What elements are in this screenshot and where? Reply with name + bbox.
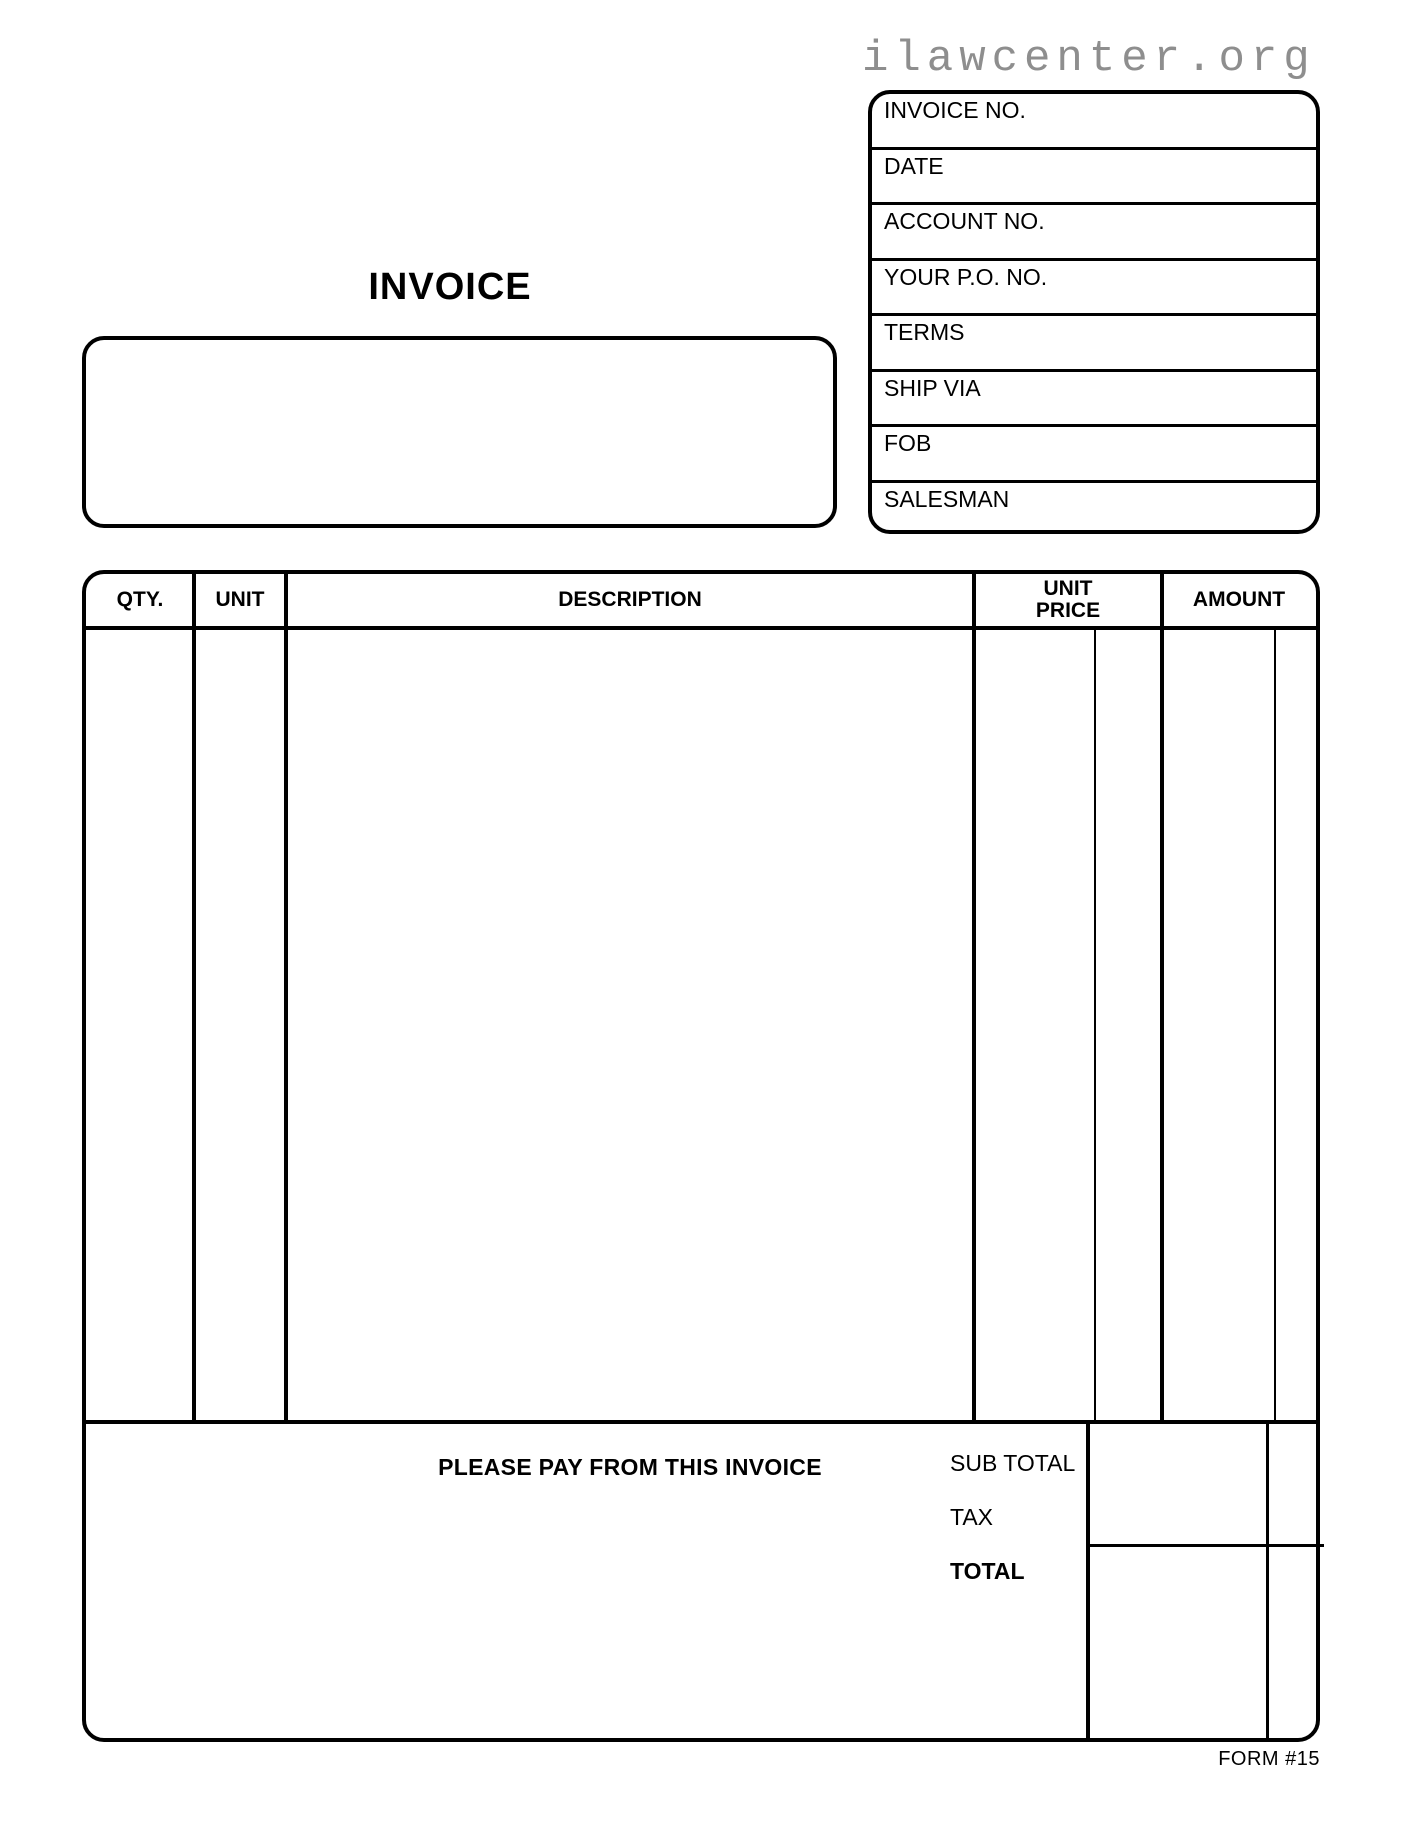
header-field-label: SHIP VIA: [884, 374, 981, 401]
bill-to-box[interactable]: [82, 336, 837, 528]
column-header-unit: UNIT: [215, 588, 265, 611]
value-total[interactable]: [1086, 1547, 1316, 1738]
header-field-label: YOUR P.O. NO.: [884, 263, 1048, 290]
column-rule-desc-price: [972, 630, 976, 1420]
label-total: TOTAL: [950, 1558, 1025, 1584]
header-field-salesman[interactable]: [872, 483, 1316, 535]
table-header-row: [86, 574, 1316, 630]
column-rule-qty-unit: [192, 630, 196, 1420]
header-field-label: FOB: [884, 430, 932, 456]
header-field-terms[interactable]: [872, 316, 1316, 372]
header-field-ship-via[interactable]: [872, 372, 1316, 428]
header-rule-qty-unit: [192, 574, 196, 630]
header-field-fob[interactable]: [872, 427, 1316, 483]
form-number: FORM #15: [1218, 1748, 1320, 1770]
header-field-label: ACCOUNT NO.: [884, 208, 1045, 234]
column-header-unit-price-line1: UNIT: [1043, 577, 1093, 600]
line-items-entry-area[interactable]: [86, 630, 1316, 1420]
header-field-label: INVOICE NO.: [884, 97, 1026, 123]
header-field-label: SALESMAN: [884, 485, 1010, 512]
header-rule-desc-price: [972, 574, 976, 630]
line-items-table: [82, 570, 1320, 1742]
totals-value-boxes[interactable]: [1086, 1424, 1316, 1738]
cents-rule-unit-price: [1094, 630, 1096, 1420]
column-header-unit-price: [974, 574, 1162, 626]
column-header-description: DESCRIPTION: [558, 588, 702, 611]
header-field-invoice-no[interactable]: [872, 94, 1316, 150]
value-sub-total-and-tax[interactable]: [1086, 1424, 1316, 1544]
column-header-qty: QTY.: [116, 588, 164, 611]
site-watermark: ilawcenter.org: [862, 34, 1316, 84]
header-rule-unit-desc: [284, 574, 288, 630]
column-rule-price-amount: [1160, 630, 1164, 1420]
header-field-account-no[interactable]: [872, 205, 1316, 261]
column-rule-unit-desc: [284, 630, 288, 1420]
table-footer: [86, 1420, 1316, 1738]
column-header-amount: AMOUNT: [1192, 588, 1286, 611]
header-field-label: TERMS: [884, 319, 965, 345]
label-tax: TAX: [950, 1504, 994, 1530]
cents-rule-amount: [1274, 630, 1276, 1420]
header-rule-price-amount: [1160, 574, 1164, 630]
header-field-your-po-no[interactable]: [872, 261, 1316, 317]
pay-notice: PLEASE PAY FROM THIS INVOICE: [438, 1454, 822, 1480]
header-info-box: [868, 90, 1320, 534]
label-sub-total: SUB TOTAL: [950, 1450, 1076, 1476]
column-header-unit-price-line2: PRICE: [1035, 599, 1101, 622]
header-field-label: DATE: [884, 152, 944, 179]
header-field-date[interactable]: [872, 150, 1316, 206]
page-title: INVOICE: [368, 266, 532, 308]
